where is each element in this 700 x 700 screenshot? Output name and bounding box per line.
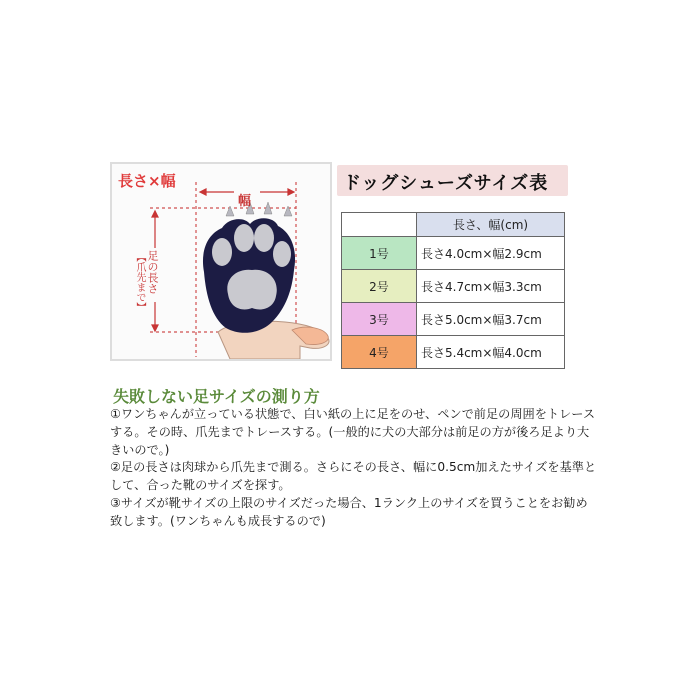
measuring-instructions	[110, 406, 598, 531]
table-row	[342, 237, 565, 270]
claw-note-label: 【爪先まで】	[134, 252, 145, 312]
size-cell: 3号	[342, 303, 417, 336]
dimensions-cell: 長さ5.4cm×幅4.0cm	[417, 336, 565, 369]
size-cell: 1号	[342, 237, 417, 270]
foot-length-label: 足の長さ	[146, 250, 159, 294]
instruction-item: ③サイズが靴サイズの上限のサイズだった場合、1ランク上のサイズを買うことをお勧め致します。(ワンちゃんも成長するので)	[110, 495, 588, 528]
measuring-heading: 失敗しない足サイズの測り方	[113, 387, 320, 406]
size-table-header-row	[342, 213, 565, 237]
size-cell: 4号	[342, 336, 417, 369]
instruction-item: ①ワンちゃんが立っている状態で、白い紙の上に足をのせ、ペンで前足の周囲をトレースする。その時、爪先までトレースする。(一般的に犬の大部分は前足の方が後ろ足より大きいので。)	[110, 407, 596, 457]
size-table-title: ドッグシューズサイズ表	[343, 173, 549, 194]
table-row	[342, 270, 565, 303]
table-row	[342, 303, 565, 336]
header-dimensions: 長さ、幅(cm)	[417, 213, 565, 237]
width-label: 幅	[238, 194, 252, 209]
dimensions-cell: 長さ4.7cm×幅3.3cm	[417, 270, 565, 303]
size-table	[341, 212, 565, 369]
length-width-label: 長さ×幅	[118, 172, 176, 190]
header-blank-cell	[342, 213, 417, 237]
size-cell: 2号	[342, 270, 417, 303]
instruction-item: ②足の長さは肉球から爪先まで測る。さらにその長さ、幅に0.5cm加えたサイズを基準として、合った靴のサイズを探す。	[110, 460, 597, 493]
dimensions-cell: 長さ4.0cm×幅2.9cm	[417, 237, 565, 270]
dimensions-cell: 長さ5.0cm×幅3.7cm	[417, 303, 565, 336]
table-row	[342, 336, 565, 369]
